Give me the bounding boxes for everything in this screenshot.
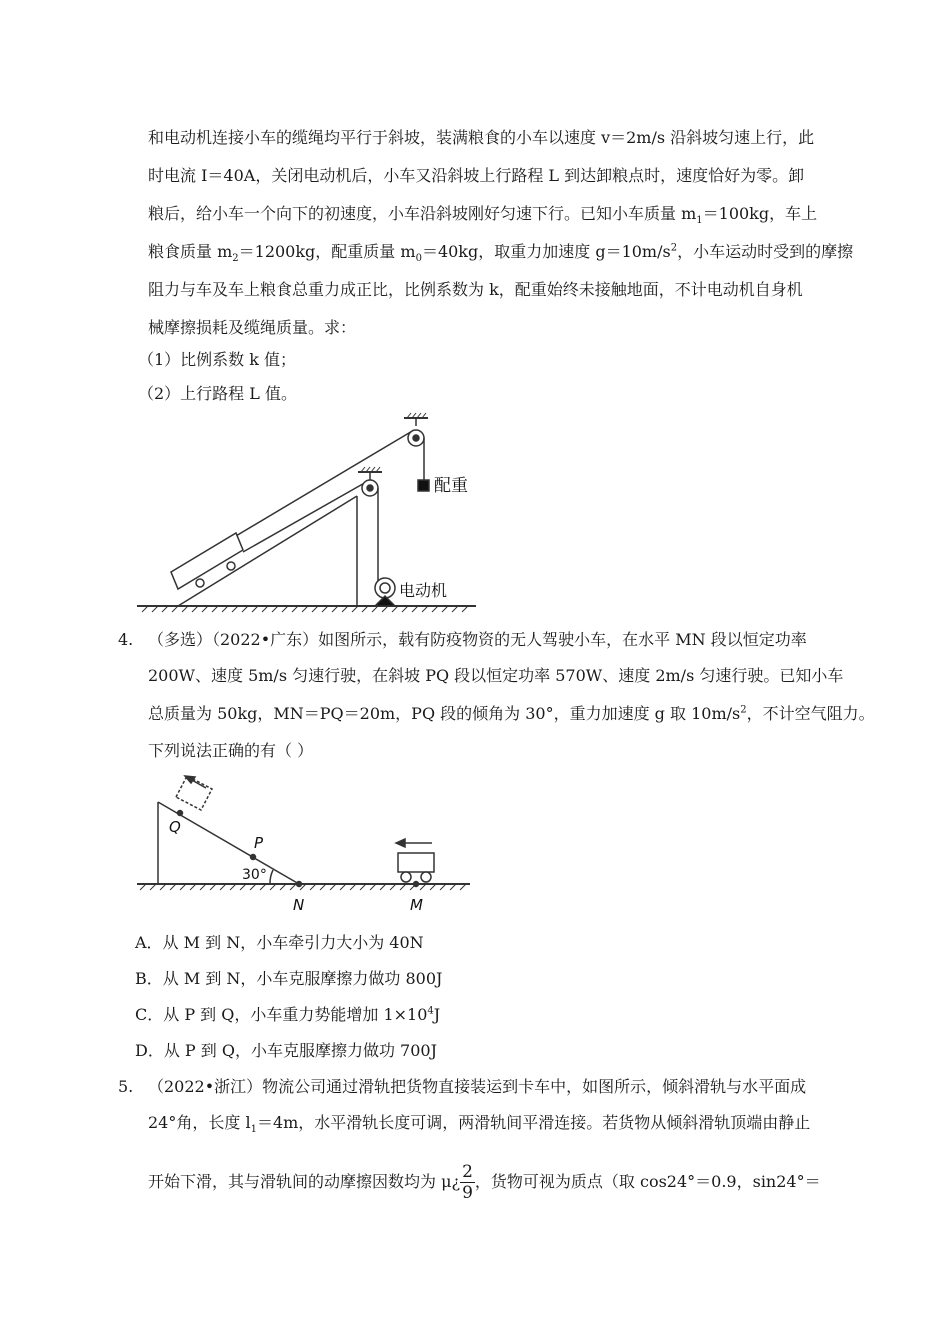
q3-subquestion-2: （2）上行路程 L 值。 bbox=[138, 384, 297, 403]
q4-number: 4. bbox=[118, 630, 134, 649]
mu-fraction: $\frac{2}{9}$ bbox=[462, 1162, 473, 1203]
q3-text-line-5: 阻力与车及车上粮食总重力成正比，比例系数为 k，配重始终未接触地面，不计电动机自身机 bbox=[148, 280, 803, 299]
q4-option-a: A．从 M 到 N，小车牵引力大小为 40N bbox=[135, 933, 424, 952]
label-P: P bbox=[254, 834, 264, 852]
q4-option-d: D．从 P 到 Q，小车克服摩擦力做功 700J bbox=[135, 1041, 438, 1060]
q5-text-line-1: （2022•浙江）物流公司通过滑轨把货物直接装运到卡车中，如图所示，倾斜滑轨与水平面成 bbox=[148, 1077, 807, 1096]
q4-option-c: C．从 P 到 Q，小车重力势能增加 $1\times 10^4J$ bbox=[135, 1005, 441, 1024]
q3-text-line-2: 时电流 I＝40A，关闭电动机后，小车又沿斜坡上行路程 L 到达卸粮点时，速度恰好为零。卸 bbox=[148, 166, 805, 185]
label-Q: Q bbox=[169, 818, 181, 836]
q3-text-line-6: 械摩擦损耗及缆绳质量。求： bbox=[148, 318, 357, 337]
q5-number: 5. bbox=[118, 1077, 134, 1096]
q3-text-line-1: 和电动机连接小车的缆绳均平行于斜坡，装满粮食的小车以速度 v＝2m/s 沿斜坡匀速上行，此 bbox=[148, 128, 815, 147]
q5-text-line-2: 24°角，长度 $l_1=4m$，水平滑轨长度可调，两滑轨间平滑连接。若货物从倾斜滑轨顶端由静止 bbox=[148, 1113, 811, 1136]
counterweight-label: 配重 bbox=[434, 476, 468, 496]
q5-text-line-3: 开始下滑，其与滑轨间的动摩擦因数均为 μ¿ $\frac{2}{9}$ ，货物可视为质点（取 cos24°＝0.9，sin24°＝ bbox=[148, 1162, 821, 1203]
angle-label: 30° bbox=[242, 867, 267, 883]
q4-text-line-1: （多选）（2022•广东）如图所示，载有防疫物资的无人驾驶小车，在水平 MN 段以恒定功率 bbox=[148, 630, 807, 649]
q4-text-line-4: 下列说法正确的有（ ） bbox=[148, 741, 314, 760]
label-M: M bbox=[410, 896, 423, 914]
label-N: N bbox=[293, 896, 305, 914]
motor-label: 电动机 bbox=[399, 581, 448, 600]
q4-text-line-3: 总质量为 50kg，MN＝PQ＝20m，PQ 段的倾角为 30°，重力加速度 g 取 $10m/s^2$，不计空气阻力。 bbox=[148, 704, 875, 723]
q4-option-b: B．从 M 到 N，小车克服摩擦力做功 800J bbox=[135, 969, 443, 988]
q4-text-line-2: 200W、速度 5m/s 匀速行驶，在斜坡 PQ 段以恒定功率 570W、速度 2m/s 匀速行驶。已知小车 bbox=[148, 666, 844, 685]
q3-text-line-4: 粮食质量 $m_2=1200kg$，配重质量 $m_0=40kg$，取重力加速度 $g=10m/s^2$，小车运动时受到的摩擦 bbox=[148, 242, 854, 265]
q3-subquestion-1: （1）比例系数 k 值； bbox=[138, 350, 297, 369]
q3-text-line-3: 粮后，给小车一个向下的初速度，小车沿斜坡刚好匀速下行。已知小车质量 $m_1=100kg$，车上 bbox=[148, 204, 818, 227]
